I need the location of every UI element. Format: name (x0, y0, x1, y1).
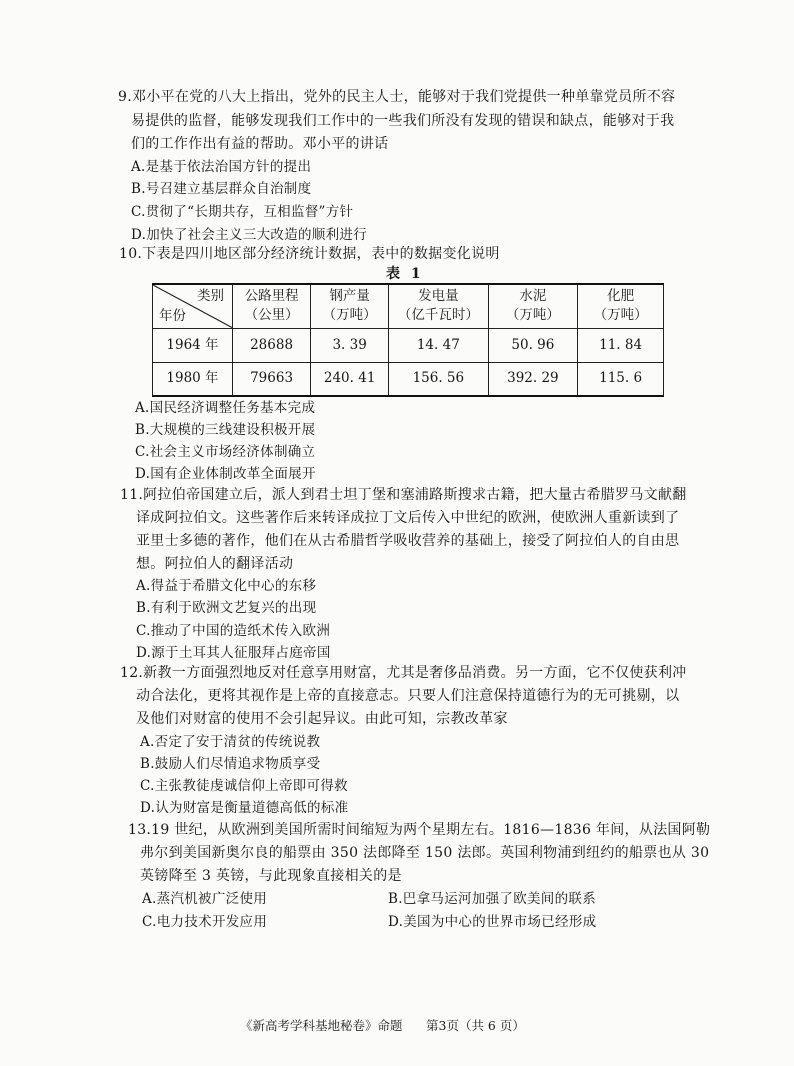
footer-source: 《新高考学科基地秘卷》命题 (240, 1018, 403, 1033)
q9-option-b: B.号召建立基层群众自治制度 (131, 181, 312, 197)
table-cell-year: 1980 年 (153, 362, 233, 396)
table-cell: 50. 96 (488, 328, 578, 362)
q10-stem-line-1: 10.下表是四川地区部分经济统计数据，表中的数据变化说明 (119, 246, 500, 262)
header-cement-unit: （万吨） (505, 307, 560, 324)
corner-year-label: 年份 (159, 307, 186, 324)
q11-stem-line-2: 译成阿拉伯文。这些著作后来转译成拉丁文后传入中世纪的欧洲，使欧洲人重新读到了 (136, 510, 680, 526)
q12-option-d: D.认为财富是衡量道德高低的标准 (140, 800, 349, 816)
q12-stem-line-3: 及他们对财富的使用不会引起异议。由此可知，宗教改革家 (136, 711, 508, 727)
q11-option-a: A.得益于希腊文化中心的东移 (136, 578, 317, 594)
q13-stem-line-2: 弗尔到美国新奥尔良的船票由 350 法郎降至 150 法郎。英国利物浦到纽约的船票也从 30 (140, 845, 710, 861)
header-road-mileage (232, 284, 310, 328)
q13-option-b: B.巴拿马运河加强了欧美间的联系 (388, 891, 597, 907)
table-cell: 3. 39 (311, 328, 389, 362)
table-cell: 28688 (232, 328, 310, 362)
table-cell: 115. 6 (578, 362, 664, 396)
q11-stem-line-3: 亚里士多德的著作，他们在从古希腊哲学吸收营养的基础上，接受了阿拉伯人的自由思 (136, 533, 680, 549)
q11-option-d: D.源于土耳其人征服拜占庭帝国 (136, 645, 331, 661)
q12-stem-line-1: 12.新教一方面强烈地反对任意享用财富，尤其是奢侈品消费。另一方面，它不仅使获利冲 (120, 665, 687, 681)
table-cell: 11. 84 (578, 328, 664, 362)
table-cell-year: 1964 年 (153, 328, 233, 362)
q13-stem-line-3: 英镑降至 3 英镑，与此现象直接相关的是 (140, 868, 402, 884)
header-power-generation-name: 发电量 (418, 288, 459, 305)
footer-page-number: 第3页（共 6 页） (426, 1018, 525, 1033)
q10-option-d: D.国有企业体制改革全面展开 (135, 466, 316, 482)
table-corner-cell (153, 284, 233, 328)
q11-option-b: B.有利于欧洲文艺复兴的出现 (136, 600, 317, 616)
header-cement (488, 284, 578, 328)
q13-option-d: D.美国为中心的世界市场已经形成 (388, 914, 597, 930)
table-row (153, 362, 664, 396)
q12-option-b: B.鼓励人们尽情追求物质享受 (140, 756, 321, 772)
q10-option-b: B.大规模的三线建设积极开展 (135, 422, 316, 438)
corner-category-label: 类别 (196, 288, 224, 304)
table-cell: 240. 41 (311, 362, 389, 396)
table-row (153, 328, 664, 362)
table-title: 表 1 (386, 266, 424, 282)
q9-option-a: A.是基于依法治国方针的提出 (131, 159, 312, 175)
q9-stem-line-1: 9.邓小平在党的八大上指出，党外的民主人士，能够对于我们党提供一种单靠党员所不容 (118, 89, 676, 105)
q11-stem-line-1: 11.阿拉伯帝国建立后，派人到君士坦丁堡和塞浦路斯搜求古籍，把大量古希腊罗马文献翻 (120, 487, 687, 503)
q13-stem-line-1: 13.19 世纪，从欧洲到美国所需时间缩短为两个星期左右。1816—1836 年间，从法国阿勒 (128, 822, 711, 838)
q10-option-a: A.国民经济调整任务基本完成 (135, 400, 316, 416)
header-road-mileage-unit: （公里） (244, 307, 299, 324)
table-cell: 14. 47 (389, 328, 488, 362)
header-power-generation-unit: （亿千瓦时） (397, 307, 479, 324)
q12-stem-line-2: 动合法化，更将其视作是上帝的直接意志。只要人们注意保持道德行为的无可挑剔，以 (136, 688, 680, 704)
q9-option-d: D.加快了社会主义三大改造的顺利进行 (131, 227, 368, 243)
q11-option-c: C.推动了中国的造纸术传入欧洲 (136, 623, 331, 639)
header-steel-output (311, 284, 389, 328)
q13-option-a: A.蒸汽机被广泛使用 (142, 891, 268, 907)
statistics-table (152, 283, 664, 397)
header-steel-output-name: 钢产量 (329, 288, 370, 305)
q9-stem-line-2: 易提供的监督，能够发现我们工作中的一些我们所没有发现的错误和缺点，能够对于我 (131, 113, 675, 129)
header-power-generation (389, 284, 488, 328)
table-header-row (153, 284, 664, 328)
q9-stem-line-3: 们的工作作出有益的帮助。邓小平的讲话 (131, 136, 389, 152)
table-cell: 79663 (232, 362, 310, 396)
header-fertilizer (578, 284, 664, 328)
header-fertilizer-name: 化肥 (607, 288, 635, 305)
header-cement-name: 水泥 (519, 288, 547, 305)
header-steel-output-unit: （万吨） (322, 307, 377, 324)
q9-option-c: C.贯彻了“长期共存，互相监督”方针 (131, 204, 354, 220)
q11-stem-line-4: 想。阿拉伯人的翻译活动 (136, 556, 294, 572)
q13-option-c: C.电力技术开发应用 (142, 914, 268, 930)
table-cell: 392. 29 (488, 362, 578, 396)
header-fertilizer-unit: （万吨） (593, 307, 648, 324)
q10-option-c: C.社会主义市场经济体制确立 (135, 444, 316, 460)
table-cell: 156. 56 (389, 362, 488, 396)
header-road-mileage-name: 公路里程 (244, 288, 299, 305)
q12-option-a: A.否定了安于清贫的传统说教 (140, 734, 321, 750)
q12-option-c: C.主张教徒虔诚信仰上帝即可得救 (140, 778, 348, 794)
